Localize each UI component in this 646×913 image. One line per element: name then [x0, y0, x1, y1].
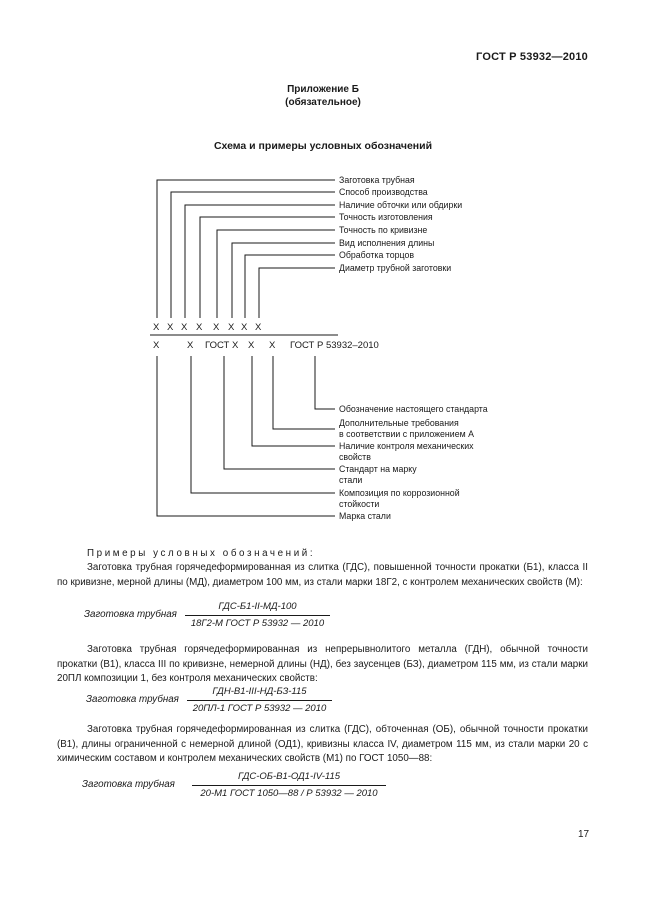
example-1-fraction-line — [185, 615, 330, 616]
leader-b4 — [224, 356, 335, 469]
bottom-standard: ГОСТ Р 53932–2010 — [290, 340, 379, 351]
label-curvature: Точность по кривизне — [339, 225, 428, 235]
leader-b6 — [157, 356, 335, 516]
label-accuracy: Точность изготовления — [339, 212, 433, 222]
leader-b1 — [315, 356, 335, 409]
example-1-text: Заготовка трубная горячедеформированная из слитка (ГДС), повышенной точности прокатки (Б1), класса II по кривизне, мерной длины (МД), диаметром 100 мм, из стали марки 18Г2, с контролем механических свойств (М): — [57, 562, 588, 588]
leader-b2 — [273, 356, 335, 429]
example-3-numerator: ГДС-ОБ-В1-ОД1-IV-115 — [237, 771, 341, 782]
example-3-label: Заготовка трубная — [82, 779, 175, 790]
leader-b5 — [191, 356, 335, 493]
example-2-text: Заготовка трубная горячедеформированная из непрерывнолитого металла (ГДН), обычной точности прокатки (В1), класса III по кривизне, немерной длины (НД), без заусенцев (БЗ), диаметром 115 мм, из стали марки 20ПЛ композиции 1, без контроля механических свойств: — [57, 644, 588, 684]
mark-5: X — [213, 322, 220, 333]
label-corrosion-2: стойкости — [339, 499, 380, 509]
scheme-title: Схема и примеры условных обозначений — [213, 140, 433, 152]
label-length: Вид исполнения длины — [339, 238, 435, 248]
mark-3: X — [181, 322, 188, 333]
bottom-gost: ГОСТ — [205, 340, 230, 351]
appendix-title: Приложение Б — [287, 84, 359, 95]
mark-2: X — [167, 322, 174, 333]
label-method: Способ производства — [339, 187, 428, 197]
bottom-mark-2: X — [187, 340, 194, 351]
page-number: 17 — [578, 829, 590, 840]
leader-6 — [232, 243, 335, 318]
leader-1 — [157, 180, 335, 318]
label-blank: Заготовка трубная — [339, 175, 415, 185]
label-steel-grade: Марка стали — [339, 511, 391, 521]
bottom-mark-1: X — [153, 340, 160, 351]
leader-b3 — [252, 356, 335, 446]
leader-8 — [259, 268, 335, 318]
label-additional-2: в соответствии с приложением А — [339, 429, 474, 439]
mark-7: X — [241, 322, 248, 333]
appendix-note: (обязательное) — [285, 97, 361, 108]
example-2-denominator: 20ПЛ-1 ГОСТ Р 53932 — 2010 — [192, 703, 327, 714]
example-2-label: Заготовка трубная — [86, 694, 179, 705]
label-additional-1: Дополнительные требования — [339, 418, 459, 428]
label-steel-std-1: Стандарт на марку — [339, 464, 417, 474]
example-2-numerator: ГДН-В1-III-НД-БЗ-115 — [212, 686, 307, 697]
label-ends: Обработка торцов — [339, 250, 415, 260]
example-1-label: Заготовка трубная — [84, 609, 177, 620]
example-1-denominator: 18Г2-М ГОСТ Р 53932 — 2010 — [190, 618, 325, 629]
bottom-mark-5: X — [269, 340, 276, 351]
label-mech-1: Наличие контроля механических — [339, 441, 474, 451]
label-steel-std-2: стали — [339, 475, 363, 485]
example-3-text: Заготовка трубная горячедеформированная из слитка (ГДС), обточенная (ОБ), обычной точности прокатки (В1), длины ограниченной с немерной длиной (ОД1), кривизны класса IV, диаметром 115 мм, из стали марки 20 с химическим составом и контролем механических свойств (М1) по ГОСТ 1050—88: — [57, 724, 588, 764]
leader-3 — [185, 205, 335, 318]
example-3-denominator: 20-М1 ГОСТ 1050—88 / Р 53932 — 2010 — [200, 788, 378, 799]
bottom-mark-4: X — [248, 340, 255, 351]
mark-1: X — [153, 322, 160, 333]
examples-heading: Примеры условных обозначений: — [87, 548, 316, 559]
bottom-mark-3: X — [232, 340, 239, 351]
label-this-standard: Обозначение настоящего стандарта — [339, 404, 488, 414]
mark-4: X — [196, 322, 203, 333]
label-turning: Наличие обточки или обдирки — [339, 200, 463, 210]
mark-8: X — [255, 322, 262, 333]
example-1-numerator: ГДС-Б1-II-МД-100 — [218, 601, 297, 612]
standard-header: ГОСТ Р 53932—2010 — [476, 51, 588, 63]
label-mech-2: свойств — [339, 452, 371, 462]
label-diameter: Диаметр трубной заготовки — [339, 263, 452, 273]
example-2-fraction-line — [187, 700, 332, 701]
mark-6: X — [228, 322, 235, 333]
example-3-fraction-line — [192, 785, 386, 786]
label-corrosion-1: Композиция по коррозионной — [339, 488, 460, 498]
